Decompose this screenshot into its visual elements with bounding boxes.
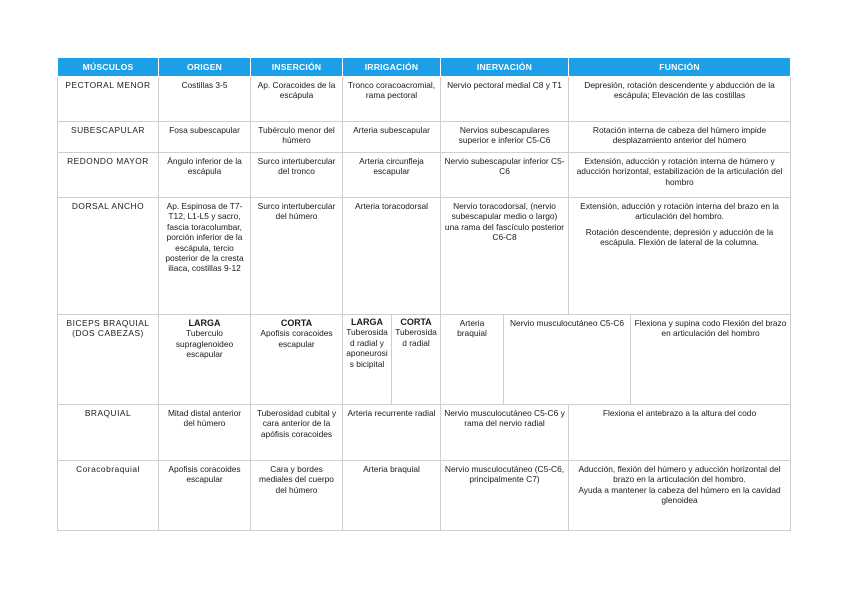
header-funcion: FUNCIÓN — [569, 58, 791, 77]
function-cell: Depresión, rotación descendente y abducción de la escápula; Elevación de las costillas — [569, 77, 791, 122]
innervation-cell: Nervio pectoral medial C8 y T1 — [441, 77, 569, 122]
function-paragraph: Rotación descendente, depresión y aducción de la escápula. Flexión de lateral de la columna. — [585, 226, 774, 248]
insertion-cell: Surco intertubercular del húmero — [251, 198, 343, 315]
insertion-text: Apofisis coracoides escapular — [260, 328, 333, 349]
muscle-name: BRAQUIAL — [58, 405, 159, 461]
header-origen: ORIGEN — [159, 58, 251, 77]
artery-cell: Arteria braquial — [441, 315, 504, 405]
irrigation-cell: Arteria circunfleja escapular — [343, 153, 441, 198]
head-label-long: LARGA — [188, 318, 221, 328]
insertion-cell: Tubérculo menor del húmero — [251, 122, 343, 153]
function-paragraph: Aducción, flexión del húmero y aducción horizontal del brazo en la articulación del hombro. — [578, 464, 781, 485]
origin-cell: Ap. Espinosa de T7-T12, L1-L5 y sacro, fascia toracolumbar, porción inferior de la escápula, tercio posterior de la cresta iliaca, costillas 9-12 — [159, 198, 251, 315]
origin-cell: Fosa subescapular — [159, 122, 251, 153]
origin-text: Tuberculo supraglenoideo escapular — [175, 328, 234, 360]
table-row — [58, 405, 791, 461]
function-cell: Extensión, aducción y rotación interna de húmero y aducción horizontal, estabilización de la articulación del hombro — [569, 153, 791, 198]
function-cell: Flexiona el antebrazo a la altura del codo — [569, 405, 791, 461]
header-insercion: INSERCIÓN — [251, 58, 343, 77]
header-inervacion: INERVACIÓN — [441, 58, 569, 77]
table-row — [58, 122, 791, 153]
innervation-cell: Nervios subescapulares superior e inferior C5-C6 — [441, 122, 569, 153]
irrigation-short-text: Tuberosidad radial — [395, 327, 437, 348]
origin-cell — [159, 315, 251, 405]
irrigation-long-text: Tuberosidad radial y aponeurosis bicipital — [346, 327, 388, 369]
irrigation-cell: Arteria recurrente radial — [343, 405, 441, 461]
table-row — [58, 77, 791, 122]
muscles-table — [57, 58, 791, 531]
muscle-name: BICEPS BRAQUIAL (DOS CABEZAS) — [58, 315, 159, 405]
insertion-cell: Ap. Coracoides de la escápula — [251, 77, 343, 122]
header-row — [58, 58, 791, 77]
irrigation-cell: Arteria braquial — [343, 461, 441, 531]
insertion-cell: Surco intertubercular del tronco — [251, 153, 343, 198]
irrigation-cell: Arteria toracodorsal — [343, 198, 441, 315]
innervation-cell: Nervio musculocutáneo C5-C6 — [504, 315, 631, 405]
insertion-cell: Tuberosidad cubital y cara anterior de la apófisis coracoides — [251, 405, 343, 461]
header-musculos: MÚSCULOS — [58, 58, 159, 77]
muscle-name: REDONDO MAYOR — [58, 153, 159, 198]
origin-cell: Apofisis coracoides escapular — [159, 461, 251, 531]
innervation-cell: Nervio toracodorsal, (nervio subescapular medio o largo) una rama del fascículo posterior C6-C8 — [441, 198, 569, 315]
irrigation-long-cell — [343, 315, 392, 405]
origin-cell: Mitad distal anterior del húmero — [159, 405, 251, 461]
innervation-cell: Nervio musculocutáneo C5-C6 y rama del nervio radial — [441, 405, 569, 461]
muscle-name: SUBESCAPULAR — [58, 122, 159, 153]
head-label-long: LARGA — [351, 317, 383, 327]
function-paragraph: Extensión, aducción y rotación interna del brazo en la articulación del hombro. — [580, 201, 779, 222]
table-row — [58, 153, 791, 198]
irrigation-short-cell — [392, 315, 441, 405]
insertion-cell: Cara y bordes mediales del cuerpo del húmero — [251, 461, 343, 531]
irrigation-cell: Tronco coracoacromial, rama pectoral — [343, 77, 441, 122]
innervation-cell: Nervio musculocutáneo (C5-C6, principalmente C7) — [441, 461, 569, 531]
table-row — [58, 461, 791, 531]
origin-cell: Ángulo inferior de la escápula — [159, 153, 251, 198]
irrigation-cell: Arteria subescapular — [343, 122, 441, 153]
innervation-cell: Nervio subescapular inferior C5-C6 — [441, 153, 569, 198]
muscle-name: Coracobraquial — [58, 461, 159, 531]
muscle-name: DORSAL ANCHO — [58, 198, 159, 315]
muscle-name: PECTORAL MENOR — [58, 77, 159, 122]
head-label-short: CORTA — [400, 317, 432, 327]
table-row — [58, 315, 791, 405]
function-paragraph: Ayuda a mantener la cabeza del húmero en la cavidad glenoidea — [578, 484, 781, 506]
head-label-short: CORTA — [280, 318, 313, 328]
function-cell: Flexiona y supina codo Flexión del brazo en articulación del hombro — [631, 315, 791, 405]
function-cell — [569, 461, 791, 531]
function-cell — [569, 198, 791, 315]
function-cell: Rotación interna de cabeza del húmero impide desplazamiento anterior del húmero — [569, 122, 791, 153]
insertion-cell — [251, 315, 343, 405]
header-irrigacion: IRRIGACIÓN — [343, 58, 441, 77]
origin-cell: Costillas 3-5 — [159, 77, 251, 122]
table-row — [58, 198, 791, 315]
